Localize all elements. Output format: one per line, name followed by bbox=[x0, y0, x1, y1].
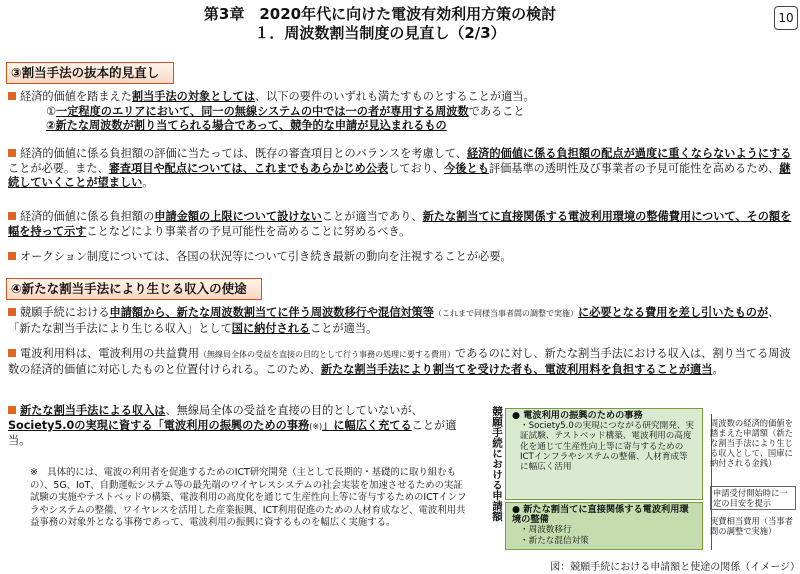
title-line2: １．周波数割当制度の見直し（2/3） bbox=[254, 24, 506, 42]
title-line1: 第3章 2020年代に向けた電波有効利用方策の検討 bbox=[203, 5, 557, 23]
bullet-square-icon bbox=[8, 406, 16, 414]
bullet-small-icon: ・ bbox=[520, 421, 529, 432]
bullet-square-icon bbox=[8, 149, 16, 157]
section3-paragraph3: 経済的価値に係る負担額の申請金額の上限について設けないことが適当であり、新たな割当てに直接関係する電波利用環境の整備費用について、その額を幅を持って示すことなどにより事業者の予見可能性を高めることに努めるべき。 bbox=[8, 210, 792, 238]
bullet-square-icon bbox=[8, 212, 16, 220]
page-number: 10 bbox=[774, 6, 798, 30]
usage-diagram bbox=[478, 404, 798, 554]
bullet-square-icon bbox=[8, 252, 16, 260]
bullet-square-icon bbox=[8, 308, 16, 316]
environment-box-item: ・新たな混信対策 bbox=[520, 535, 589, 546]
bullet-dot-icon: ● bbox=[512, 410, 521, 421]
section3-heading: ③割当手法の抜本的見直し bbox=[6, 62, 174, 84]
promotion-box: ● 電波利用の振興のための事務 ・Society5.0の実現につながる研究開発、実証試験、テストベッド構築、電波利用の高度化を通じて生産性向上等に寄与するためのICTインフラやシステムの整備、人材育成等に幅広く活用 bbox=[505, 408, 703, 500]
page-title bbox=[0, 5, 760, 43]
section3-paragraph2: 経済的価値に係る負担額の評価に当たっては、既存の審査項目とのバランスを考慮して、経済的価値に係る負担額の配点が過度に重くならないようにすることが必要。また、審査項目や配点については、これまでもあらかじめ公表しており、今後とも評価基準の透明性及び事業者の予見可能性を高めるため、継続していくことが望ましい。 bbox=[8, 147, 792, 190]
requirement-1: ①一定程度のエリアにおいて、同一の無線システムの中では一の者が専用する周波数であること bbox=[46, 104, 525, 118]
diagram-note-3: 実費相当費用（当事者間の調整で実施） bbox=[710, 516, 793, 536]
bullet-dot-icon: ● bbox=[512, 504, 521, 515]
promotion-box-item: ・Society5.0の実現につながる研究開発、実証試験、テストベッド構築、電波利用の高度化を通じて生産性向上等に寄与するためのICTインフラやシステムの整備、人材育成等に幅広く活用 bbox=[520, 421, 694, 473]
requirement-2: ②新たな周波数が割り当てられる場合であって、競争的な申請が見込まれるもの bbox=[46, 119, 447, 133]
section4-heading: ④新たな割当手法により生じる収入の使途 bbox=[6, 278, 262, 300]
section3-paragraph1: 経済的価値を踏まえた割当手法の対象としては、以下の要件のいずれも満たすものとすることが適当。 ①一定程度のエリアにおいて、同一の無線システムの中では一の者が専用する周波数であること ②新たな周波数が割り当てられる場合であって、競争的な申請が見込まれるもの bbox=[8, 90, 792, 134]
section4-paragraph3: 新たな割当手法による収入は、無線局全体の受益を直接の目的としていないが、Society5.0の実現に資する「電波利用の振興のための事務(※)」に幅広く充てることが適当。 bbox=[8, 404, 457, 448]
diagram-note-2: 申請受付開始時に一定の目安を提示 bbox=[710, 486, 796, 510]
footnote: ※ 具体的には、電波の利用者を促進するためのICT研究開発（主として長期的・基礎的に取り組むもの）、5G、IoT、自動運転システム等の最先端のワイヤレスシステムの社会実装を加速させるための実証試験の実施やテストベッドの構築、電波利用の高度化を通じて生産性向上等に寄与するためのICTインフラやシステムの整備、ワイヤレスを活用した産業振興、ICT利用促進のための人材育成など、電波利用共益事務の対象外となる事務であって、電波利用の振興に資するものを幅広く実施する。 bbox=[30, 467, 467, 528]
bullet-square-icon bbox=[8, 92, 16, 100]
diagram-vertical-label: 競願手続における申請額 bbox=[491, 406, 503, 522]
section3-paragraph4: オークション制度については、各国の状況等について引き続き最新の動向を注視することが必要。 bbox=[8, 250, 792, 265]
diagram-note-1: 周波数の経済的価値を踏まえた申請額（新たな割当手法により生じる収入として、国庫に納付される金銭） bbox=[710, 418, 793, 468]
diagram-caption: 図：競願手続における申請額と使途の関係（イメージ） bbox=[550, 562, 800, 573]
section4-paragraph2: 電波利用料は、電波利用の共益費用（無線局全体の受益を直接の目的として行う事務の処理に要する費用）であるのに対し、新たな割当手法における収入は、割り当てる周波数の経済的価値に対応したものと位置付けられる。このため、新たな割当手法により割当てを受けた者も、電波利用料を負担することが適当。 bbox=[8, 347, 791, 376]
environment-box-item: ・周波数移行 bbox=[520, 525, 572, 536]
environment-box: ● 新たな割当てに直接関係する電波利用環境の整備 ・周波数移行 ・新たな混信対策 bbox=[505, 502, 703, 550]
bullet-square-icon bbox=[8, 349, 16, 357]
section4-paragraph1: 競願手続における申請額から、新たな周波数割当てに伴う周波数移行や混信対策等（これまで同様当事者間の調整で実施）に必要となる費用を差し引いたものが、「新たな割当手法により生じる収入」として国に納付されることが適当。 bbox=[8, 306, 780, 335]
